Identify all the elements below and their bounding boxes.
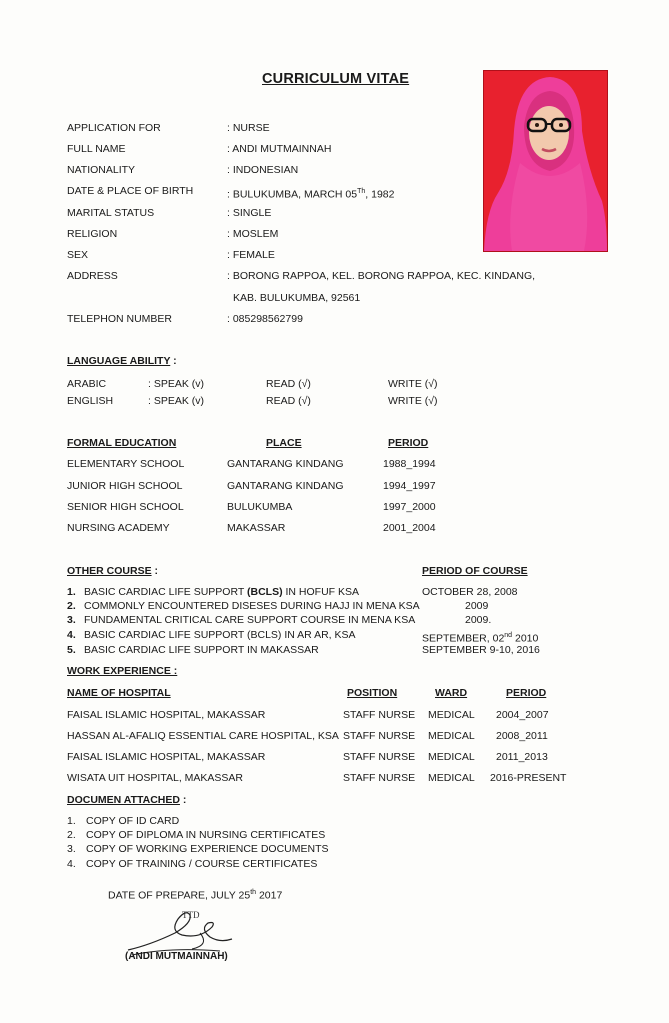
- work-header-ward: WARD: [435, 687, 468, 699]
- education-school: JUNIOR HIGH SCHOOL: [67, 480, 183, 492]
- work-hospital: FAISAL ISLAMIC HOSPITAL, MAKASSAR: [67, 709, 266, 721]
- work-period: 2016-PRESENT: [490, 772, 567, 784]
- profile-photo: [483, 70, 608, 252]
- label-religion: RELIGION: [67, 228, 118, 240]
- work-hospital: WISATA UIT HOSPITAL, MAKASSAR: [67, 772, 244, 784]
- document-num: 4.: [67, 858, 76, 870]
- document-item: COPY OF ID CARD: [86, 815, 180, 827]
- education-header-school: FORMAL EDUCATION: [67, 437, 177, 449]
- work-hospital: FAISAL ISLAMIC HOSPITAL, MAKASSAR: [67, 751, 266, 763]
- document-num: 3.: [67, 843, 76, 855]
- education-place: BULUKUMBA: [227, 501, 293, 513]
- value-full-name: : ANDI MUTMAINNAH: [227, 143, 332, 155]
- education-place: GANTARANG KINDANG: [227, 480, 344, 492]
- work-position: STAFF NURSE: [343, 772, 416, 784]
- work-period: 2004_2007: [496, 709, 549, 721]
- course-period-heading: PERIOD OF COURSE: [422, 565, 528, 577]
- signer-name: (ANDI MUTMAINNAH): [125, 951, 228, 962]
- label-sex: SEX: [67, 249, 89, 261]
- course-num: 5.: [67, 644, 76, 656]
- work-period: 2011_2013: [496, 751, 548, 763]
- course-item: FUNDAMENTAL CRITICAL CARE SUPPORT COURSE IN MENA KSA: [84, 614, 416, 626]
- label-full-name: FULL NAME: [67, 143, 126, 155]
- course-period: SEPTEMBER 9-10, 2016: [422, 644, 540, 656]
- value-marital-status: : SINGLE: [227, 207, 272, 219]
- document-item: COPY OF TRAINING / COURSE CERTIFICATES: [86, 858, 318, 870]
- work-ward: MEDICAL: [428, 772, 475, 784]
- education-period: 1997_2000: [383, 501, 436, 513]
- document-item: COPY OF DIPLOMA IN NURSING CERTIFICATES: [86, 829, 326, 841]
- course-period: 2009.: [465, 614, 492, 626]
- course-item: BASIC CARDIAC LIFE SUPPORT (BCLS) IN AR AR, KSA: [84, 629, 356, 641]
- course-item: COMMONLY ENCOUNTERED DISESES DURING HAJJ IN MENA KSA: [84, 600, 420, 612]
- work-header-period: PERIOD: [506, 687, 547, 699]
- ttd-mark: TTD: [182, 910, 200, 920]
- label-application-for: APPLICATION FOR: [67, 122, 161, 134]
- label-birth: DATE & PLACE OF BIRTH: [67, 185, 194, 197]
- course-item: BASIC CARDIAC LIFE SUPPORT IN MAKASSAR: [84, 644, 319, 656]
- work-ward: MEDICAL: [428, 709, 475, 721]
- label-nationality: NATIONALITY: [67, 164, 136, 176]
- education-header-place: PLACE: [266, 437, 302, 449]
- course-item: BASIC CARDIAC LIFE SUPPORT (BCLS) IN HOFUF KSA: [84, 586, 360, 598]
- work-period: 2008_2011: [496, 730, 548, 742]
- language-heading: LANGUAGE ABILITY :: [67, 355, 177, 367]
- education-period: 1988_1994: [383, 458, 436, 470]
- language-arabic-write: WRITE (√): [388, 378, 438, 390]
- course-heading: OTHER COURSE :: [67, 565, 159, 577]
- value-address-line1: : BORONG RAPPOA, KEL. BORONG RAPPOA, KEC. KINDANG,: [227, 270, 536, 282]
- education-school: NURSING ACADEMY: [67, 522, 170, 534]
- language-english-read: READ (√): [266, 395, 311, 407]
- date-of-prepare: DATE OF PREPARE, JULY 25th 2017: [108, 889, 283, 902]
- work-position: STAFF NURSE: [343, 709, 416, 721]
- education-period: 1994_1997: [383, 480, 436, 492]
- course-num: 4.: [67, 629, 76, 641]
- course-num: 2.: [67, 600, 76, 612]
- course-num: 1.: [67, 586, 76, 598]
- course-num: 3.: [67, 614, 76, 626]
- work-heading: WORK EXPERIENCE :: [67, 665, 178, 677]
- work-ward: MEDICAL: [428, 751, 475, 763]
- page-title: CURRICULUM VITAE: [262, 71, 410, 87]
- language-arabic-speak: : SPEAK (v): [148, 378, 205, 390]
- value-telephone: : 085298562799: [227, 313, 303, 325]
- label-marital-status: MARITAL STATUS: [67, 207, 155, 219]
- value-nationality: : INDONESIAN: [227, 164, 299, 176]
- value-religion: : MOSLEM: [227, 228, 279, 240]
- education-header-period: PERIOD: [388, 437, 429, 449]
- label-telephone: TELEPHON NUMBER: [67, 313, 173, 325]
- course-period: 2009: [465, 600, 489, 612]
- document-item: COPY OF WORKING EXPERIENCE DOCUMENTS: [86, 843, 329, 855]
- education-school: SENIOR HIGH SCHOOL: [67, 501, 184, 513]
- value-address-line2: KAB. BULUKUMBA, 92561: [233, 292, 361, 304]
- work-ward: MEDICAL: [428, 730, 475, 742]
- portrait-illustration: [484, 71, 607, 251]
- value-sex: : FEMALE: [227, 249, 275, 261]
- work-header-hospital: NAME OF HOSPITAL: [67, 687, 171, 699]
- document-num: 2.: [67, 829, 76, 841]
- education-school: ELEMENTARY SCHOOL: [67, 458, 185, 470]
- language-english-write: WRITE (√): [388, 395, 438, 407]
- course-period: OCTOBER 28, 2008: [422, 586, 518, 598]
- language-english-speak: : SPEAK (v): [148, 395, 205, 407]
- work-header-position: POSITION: [347, 687, 398, 699]
- language-arabic-read: READ (√): [266, 378, 311, 390]
- education-place: GANTARANG KINDANG: [227, 458, 344, 470]
- education-period: 2001_2004: [383, 522, 436, 534]
- work-position: STAFF NURSE: [343, 730, 416, 742]
- course-period: SEPTEMBER, 02nd 2010: [422, 632, 539, 645]
- language-arabic: ARABIC: [67, 378, 107, 390]
- value-birth: : BULUKUMBA, MARCH 05Th, 1982: [227, 188, 395, 201]
- document-num: 1.: [67, 815, 76, 827]
- value-application-for: : NURSE: [227, 122, 270, 134]
- documents-heading: DOCUMEN ATTACHED :: [67, 794, 187, 806]
- education-place: MAKASSAR: [227, 522, 286, 534]
- language-english: ENGLISH: [67, 395, 114, 407]
- work-position: STAFF NURSE: [343, 751, 416, 763]
- label-address: ADDRESS: [67, 270, 118, 282]
- work-hospital: HASSAN AL-AFALIQ ESSENTIAL CARE HOSPITAL, KSA: [67, 730, 339, 742]
